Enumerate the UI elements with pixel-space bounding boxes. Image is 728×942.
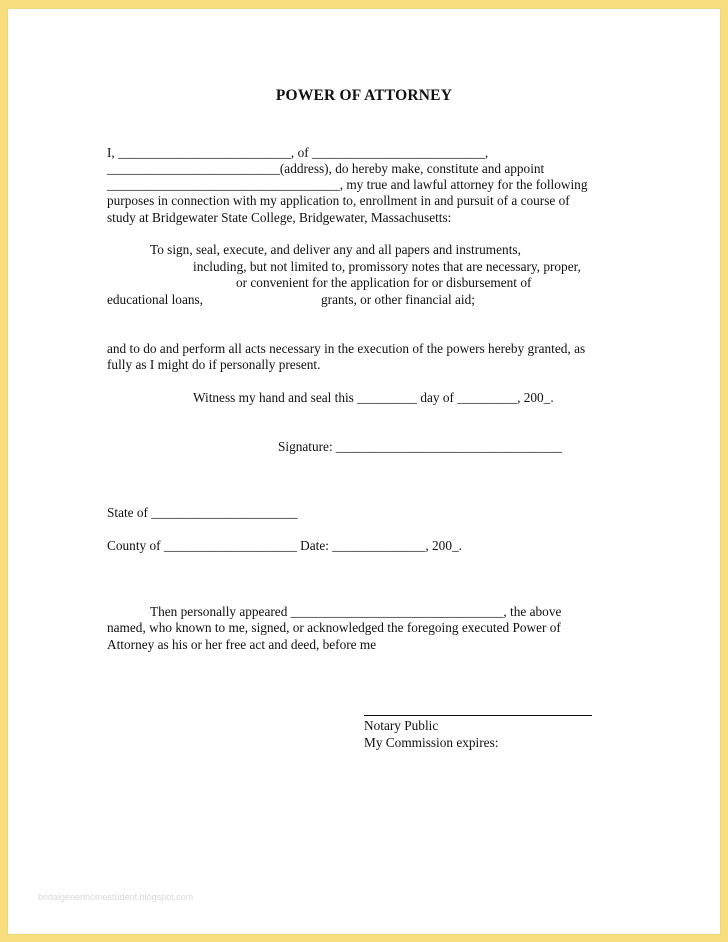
powers-line-4a: educational loans, xyxy=(107,292,203,307)
powers-line-3: or convenient for the application for or disbursement of xyxy=(236,275,532,290)
county-date-line: County of ____________________ Date: ______________, 200_. xyxy=(107,538,462,553)
powers-line-4b: grants, or other financial aid; xyxy=(321,292,475,307)
witness-line: Witness my hand and seal this _________ day of _________, 200_. xyxy=(193,390,554,405)
notary-label: Notary Public xyxy=(364,718,439,733)
watermark: bridalgenenhomestudent.blogspot.com xyxy=(38,892,194,902)
powers-line-2: including, but not limited to, promissory notes that are necessary, proper, xyxy=(193,259,581,274)
appeared-line-1: Then personally appeared ________________________________, the above xyxy=(150,604,562,619)
intro-line-4: purposes in connection with my application to, enrollment in and pursuit of a course of xyxy=(107,193,570,208)
signature-line: Signature: __________________________________ xyxy=(278,439,563,454)
notary-signature-rule xyxy=(364,715,592,716)
intro-line-2: __________________________(address), do hereby make, constitute and appoint xyxy=(107,161,545,176)
powers-line-1: To sign, seal, execute, and deliver any and all papers and instruments, xyxy=(150,242,521,257)
acts-line-1: and to do and perform all acts necessary in the execution of the powers hereby granted, as xyxy=(107,341,586,356)
state-line: State of ______________________ xyxy=(107,505,298,520)
document-page xyxy=(8,9,720,934)
intro-line-5: study at Bridgewater State College, Bridgewater, Massachusetts: xyxy=(107,210,452,225)
intro-line-1: I, __________________________, of __________________________, xyxy=(107,145,489,160)
intro-line-3: ___________________________________, my true and lawful attorney for the following xyxy=(107,177,588,192)
appeared-line-3: Attorney as his or her free act and deed, before me xyxy=(107,637,377,652)
document-title: POWER OF ATTORNEY xyxy=(275,87,453,104)
commission-label: My Commission expires: xyxy=(364,735,499,750)
acts-line-2: fully as I might do if personally present. xyxy=(107,357,321,372)
appeared-line-2: named, who known to me, signed, or acknowledged the foregoing executed Power of xyxy=(107,620,561,635)
